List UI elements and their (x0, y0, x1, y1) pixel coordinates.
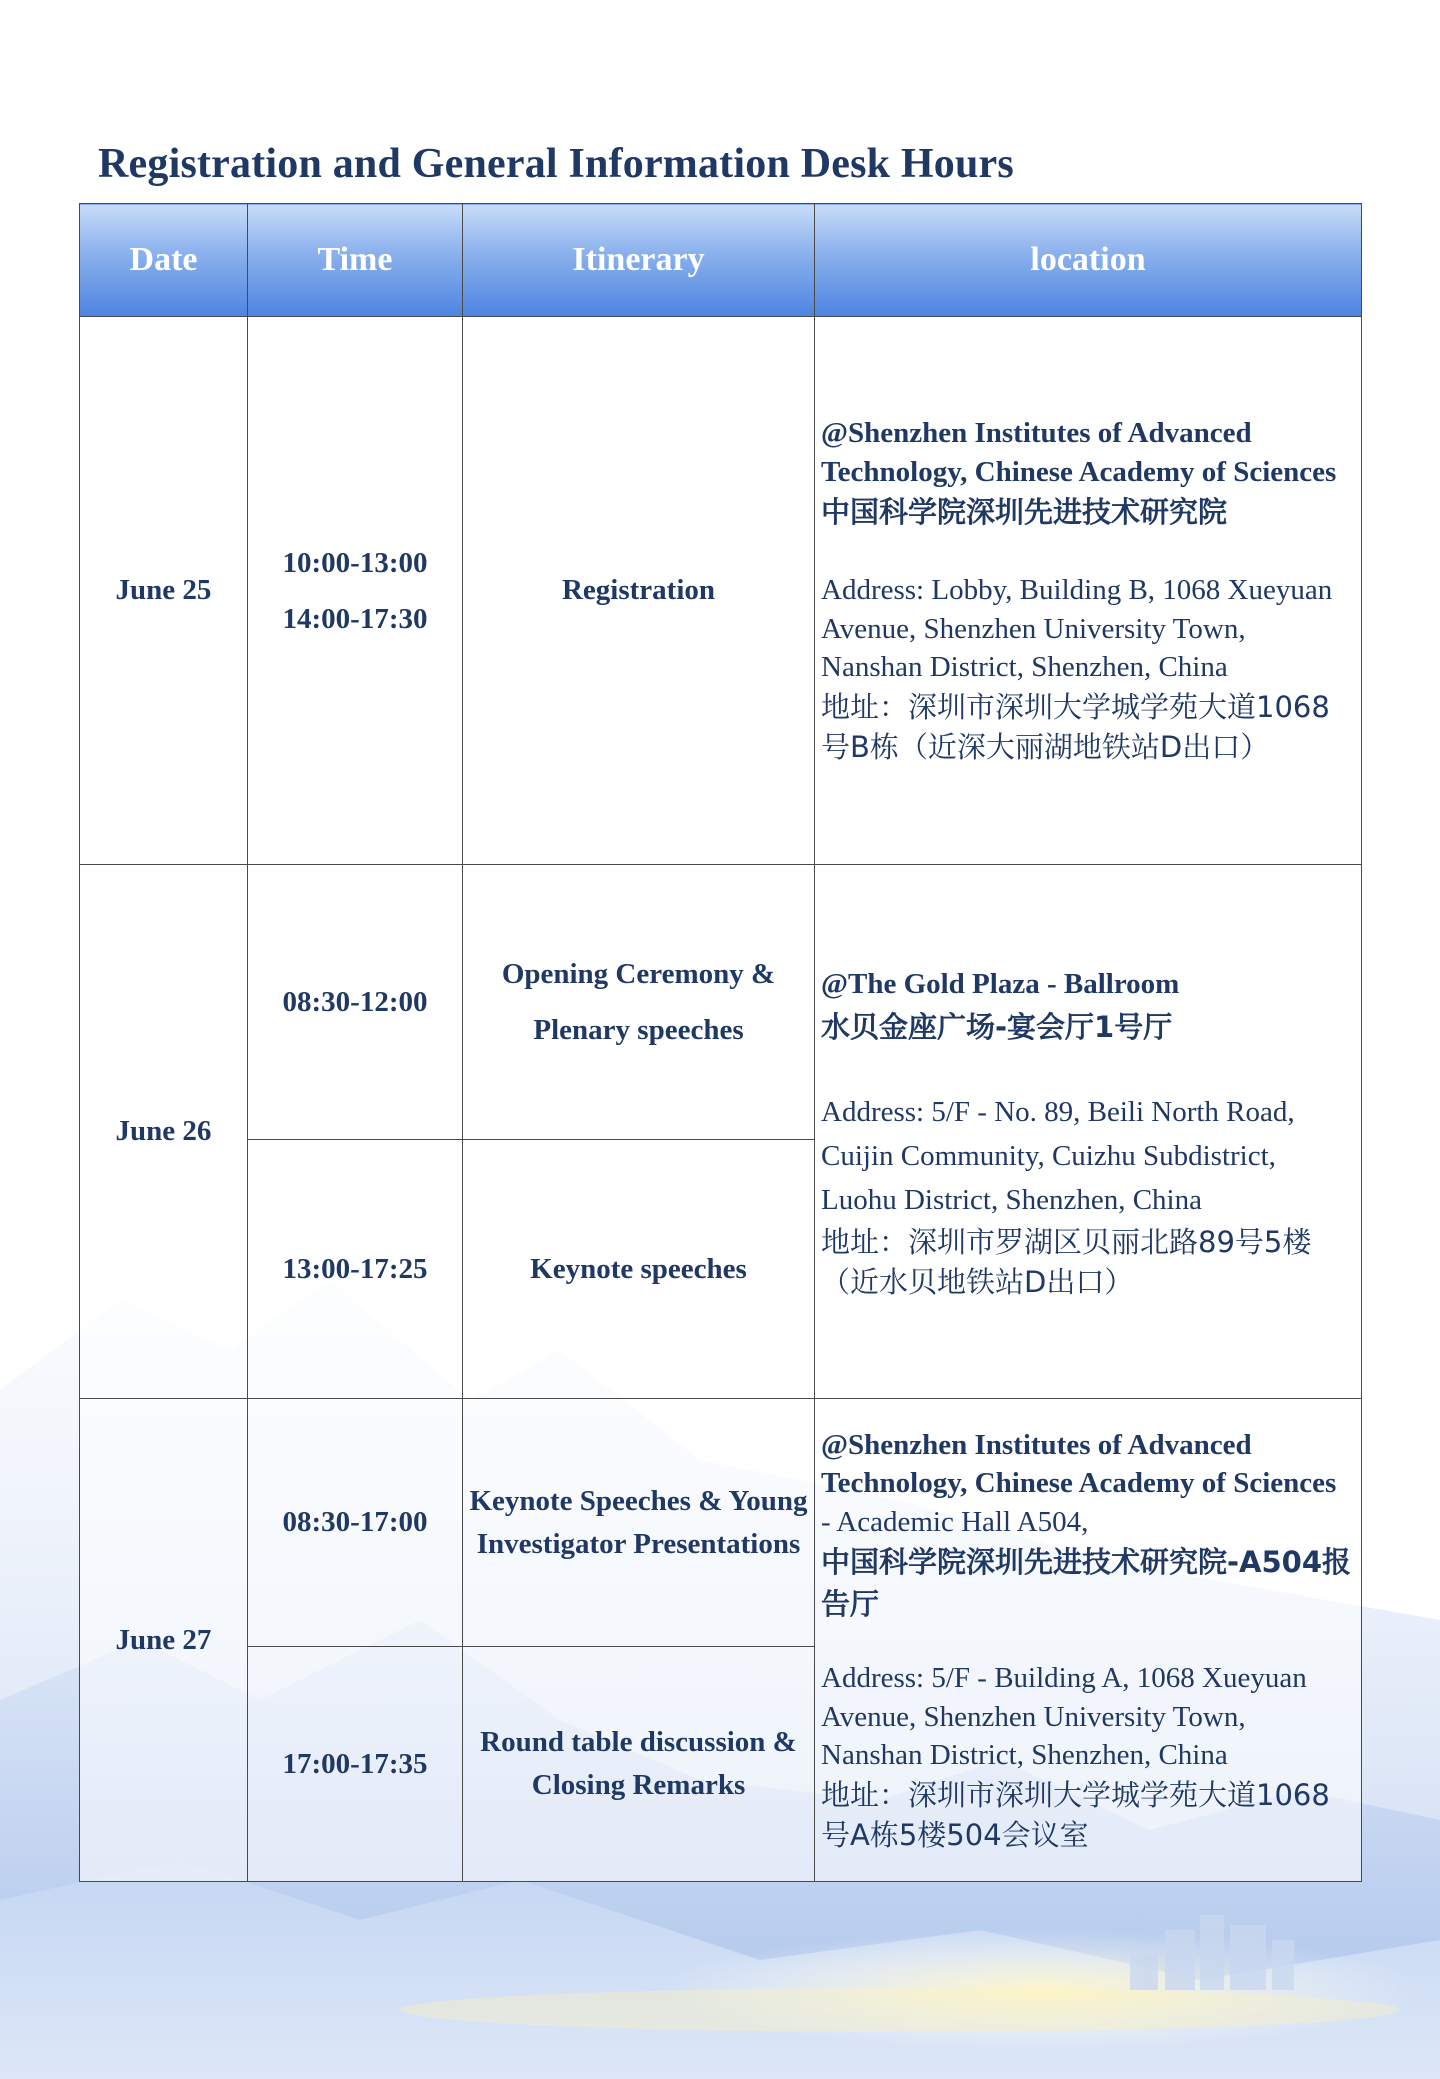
time-cell: 13:00-17:25 (248, 1140, 463, 1399)
location-address: Address: 5/F - Building A, 1068 Xueyuan Avenue, Shenzhen University Town, Nanshan District, Shenzhen, China (821, 1662, 1307, 1771)
time-cell (248, 317, 463, 865)
date-cell: June 26 (80, 865, 248, 1399)
time-slot: 10:00-13:00 (282, 546, 428, 579)
header-time: Time (248, 204, 463, 317)
time-cell: 08:30-17:00 (248, 1399, 463, 1647)
date-cell: June 27 (80, 1399, 248, 1882)
location-hall: - Academic Hall A504, (821, 1505, 1089, 1538)
location-name: @Shenzhen Institutes of Advanced Technology, Chinese Academy of Sciences (821, 417, 1337, 488)
page-title: Registration and General Information Desk Hours (98, 141, 1014, 187)
itinerary-cell: Keynote speeches (463, 1140, 815, 1399)
location-name-cn: 中国科学院深圳先进技术研究院-A504报告厅 (821, 1545, 1352, 1621)
time-slot: 14:00-17:30 (282, 602, 428, 635)
time-cell: 08:30-12:00 (248, 865, 463, 1140)
date-cell: June 25 (80, 317, 248, 865)
itinerary-cell: Opening Ceremony & Plenary speeches (463, 865, 815, 1140)
location-address-cn: 地址：深圳市深圳大学城学苑大道1068号A栋5楼504会议室 (821, 1777, 1330, 1852)
itinerary-cell: Keynote Speeches & Young Investigator Presentations (463, 1399, 815, 1647)
location-cell (815, 1399, 1362, 1882)
table-row (80, 317, 1362, 865)
header-date: Date (80, 204, 248, 317)
location-address-cn: 地址：深圳市罗湖区贝丽北路89号5楼（近水贝地铁站D出口） (821, 1224, 1312, 1299)
location-name-cn: 水贝金座广场-宴会厅1号厅 (821, 1009, 1173, 1044)
table-header-row (80, 204, 1362, 317)
itinerary-cell: Round table discussion & Closing Remarks (463, 1647, 815, 1882)
location-address-cn: 地址：深圳市深圳大学城学苑大道1068号B栋（近深大丽湖地铁站D出口） (821, 689, 1330, 764)
itinerary-cell: Registration (463, 317, 815, 865)
header-location: location (815, 204, 1362, 317)
location-cell (815, 317, 1362, 865)
location-name: @The Gold Plaza - Ballroom (821, 967, 1180, 1000)
location-name-line (821, 1426, 1351, 1542)
time-cell: 17:00-17:35 (248, 1647, 463, 1882)
location-cell (815, 865, 1362, 1399)
header-itinerary: Itinerary (463, 204, 815, 317)
location-address: Address: 5/F - No. 89, Beili North Road, Cuijin Community, Cuizhu Subdistrict, Luohu District, Shenzhen, China (821, 1095, 1295, 1216)
location-name: @Shenzhen Institutes of Advanced Technology, Chinese Academy of Sciences (821, 1428, 1337, 1499)
table-row (80, 865, 1362, 1140)
schedule-table (79, 203, 1362, 1882)
table-row (80, 1399, 1362, 1647)
location-name-cn: 中国科学院深圳先进技术研究院 (821, 495, 1228, 530)
location-address: Address: Lobby, Building B, 1068 Xueyuan Avenue, Shenzhen University Town, Nanshan District, Shenzhen, China (821, 574, 1333, 684)
